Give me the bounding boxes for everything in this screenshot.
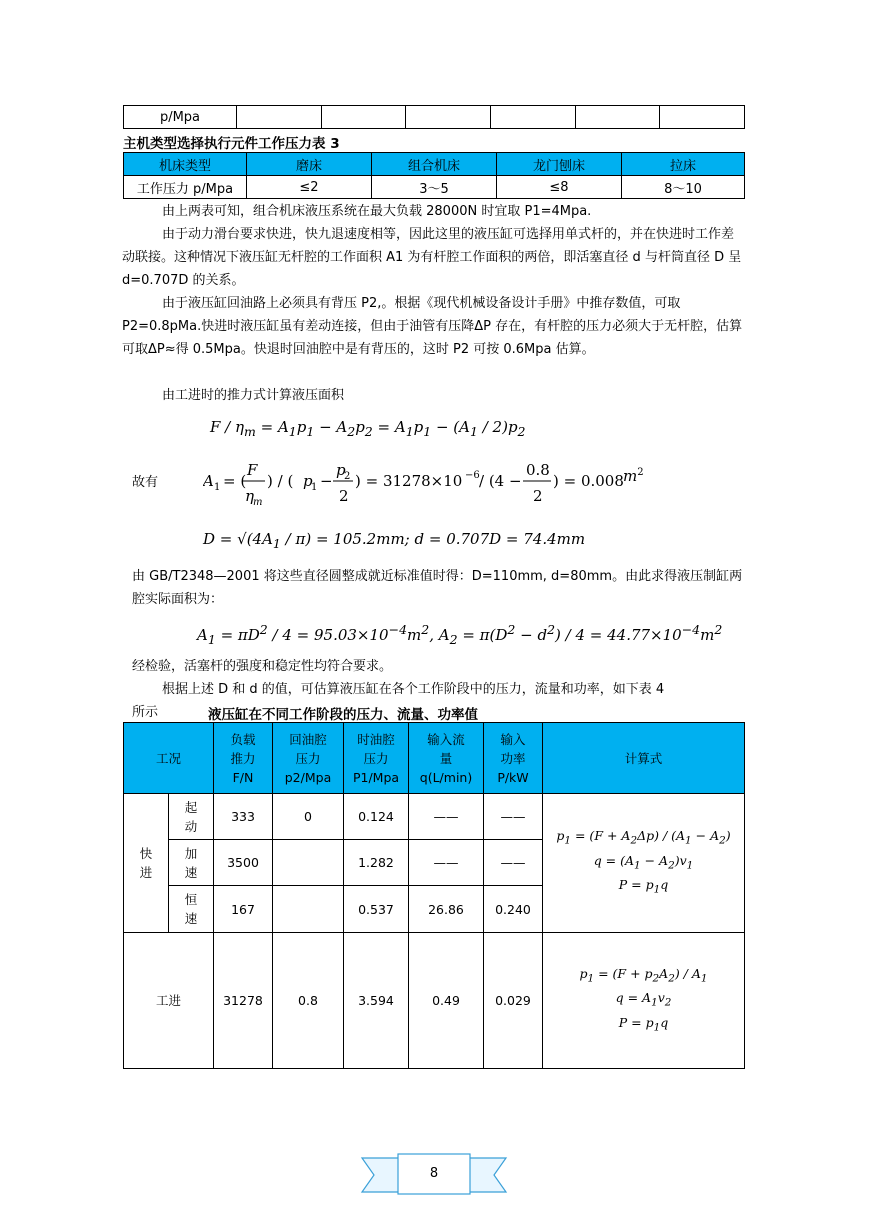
svg-text:0.8: 0.8: [526, 461, 550, 479]
equation-4: $A_1 = \pi D^2 / 4 = 95.03\times 10^{-4}m^2$, $A_2 = \pi(D^2 - d^2) / 4 = 44.77\times 10^{-4}m^2$: [197, 622, 723, 647]
table3-header-2: 组合机床: [372, 153, 497, 176]
header-back-l3: p2/Mpa: [284, 769, 332, 785]
guyou-label: 故有: [132, 475, 159, 490]
table3-cell: ≤8: [497, 176, 622, 199]
svg-text:p: p: [336, 461, 346, 479]
formula-q-fast: $q = (A_1 - A_2)v_1$: [593, 852, 694, 872]
table3-cell: 3～5: [372, 176, 497, 199]
table4-cell: ——: [409, 840, 484, 886]
header-condition: 工况: [124, 723, 214, 794]
svg-text:) = 0.0087: ) = 0.008: [553, 472, 623, 490]
substage-l2: 动: [184, 818, 198, 834]
substage-label: [169, 886, 214, 933]
table4-cell: 0.537: [344, 886, 409, 933]
fast-group-l1: 快: [139, 846, 153, 861]
table4-cell: 3500: [214, 840, 273, 886]
equation-1: $F / \eta_m = A_1p_1 - A_2p_2 = A_1p_1 - (A_1 / 2)p_2$: [210, 418, 526, 439]
header-flow-l1: 输入流: [427, 731, 465, 747]
fast-group-label: [124, 794, 169, 933]
table4-cell: 0.029: [484, 933, 543, 1069]
equation-2-unit: $m^2$: [623, 467, 644, 485]
table4-cell: 31278: [214, 933, 273, 1069]
top-row-label: p/Mpa: [124, 106, 237, 129]
paragraph-3: 由于液压缸回油路上必须具有背压 P2,。根据《现代机械设备设计手册》中推存数值，可取 P2=0.8pMa.快进时液压缸虽有差动连接，但由于油管有压降ΔP 存在，有杆腔的压力必须大于无杆腔，估算可取ΔP≈得 0.5Mpa。快退时回油腔中是有背压的，这时 P2 可按 0.6Mpa 估算。: [122, 296, 743, 357]
table4-caption: 液压缸在不同工作阶段的压力、流量、功率值: [208, 707, 478, 723]
work-formulas: [543, 933, 745, 1069]
header-flow: [409, 723, 484, 794]
table4-cell: 3.594: [344, 933, 409, 1069]
table4-cell: 0.124: [344, 794, 409, 840]
fast-formulas: [543, 794, 745, 933]
empty-cell: [321, 106, 406, 129]
fast-group-l2: 进: [139, 865, 153, 880]
table4-cell: 26.86: [409, 886, 484, 933]
svg-text:1: 1: [311, 482, 318, 493]
table4: [123, 722, 745, 1069]
formula-power-work: $P = p_1q$: [618, 1014, 669, 1034]
table4-cell: ——: [484, 794, 543, 840]
substage-l1: 起: [184, 799, 198, 815]
svg-text:m: m: [253, 497, 263, 508]
header-load-l3: F/N: [232, 769, 254, 785]
table3-caption: 主机类型选择执行元件工作压力表 3: [123, 136, 340, 152]
header-back-l1: 回油腔: [289, 731, 327, 747]
table3-cell: 8～10: [622, 176, 745, 199]
table3-header-1: 磨床: [247, 153, 372, 176]
header-inlet-l3: P1/Mpa: [352, 769, 400, 785]
empty-cell: [575, 106, 660, 129]
svg-text:) / (: ) / (: [267, 472, 294, 490]
substage-l1: 加: [184, 845, 198, 861]
header-load-l1: 负载: [230, 731, 256, 747]
table4-cell: 333: [214, 794, 273, 840]
work-row-label: 工进: [124, 933, 214, 1069]
table4-cell: 0.8: [273, 933, 344, 1069]
header-power-l2: 功率: [500, 750, 526, 766]
paragraph-1: 由上两表可知，组合机床液压系统在最大负载 28000N 时宜取 P1=4Mpa.: [162, 204, 592, 219]
header-inlet-pressure: [344, 723, 409, 794]
table4-cell: ——: [409, 794, 484, 840]
formula-q-work: $q = A_1v_2$: [615, 990, 672, 1009]
header-load-l2: 推力: [230, 750, 256, 766]
header-flow-l2: 量: [439, 750, 453, 766]
empty-cell: [237, 106, 322, 129]
paragraph-5: 由 GB/T2348—2001 将这些直径圆整成就近标准值时得：D=110mm, d=80mm。由此求得液压制缸两腔实际面积为：: [132, 569, 743, 607]
svg-text:A: A: [203, 472, 214, 490]
formula-power-fast: $P = p_1q$: [618, 877, 669, 896]
svg-text:−6: −6: [465, 470, 480, 481]
header-formula: 计算式: [543, 723, 745, 794]
equation-2-svg: [203, 455, 623, 511]
svg-text:1: 1: [214, 482, 221, 493]
page-number-ribbon: [360, 1152, 508, 1200]
paragraph-2: 由于动力滑台要求快进，快九退速度相等，因此这里的液压缸可选择用单式杆的，并在快进时工作差动联接。这种情况下液压缸无杆腔的工作面积 A1 为有杆腔工作面积的两倍，即活塞直径 d 与杆筒直径 D 呈 d=0.707D 的关系。: [122, 227, 742, 288]
substage-label: [169, 840, 214, 886]
formula-p1-work: $p_1 = (F + p_2A_2) / A_1$: [579, 965, 708, 985]
table4-cell: 1.282: [344, 840, 409, 886]
substage-l2: 速: [184, 864, 198, 880]
table4-cell: ——: [484, 840, 543, 886]
svg-text:2: 2: [533, 487, 543, 505]
empty-cell: [490, 106, 575, 129]
header-power: [484, 723, 543, 794]
svg-text:F: F: [247, 461, 258, 479]
svg-text:= (: = (: [223, 472, 247, 490]
table3-header-0: 机床类型: [124, 153, 247, 176]
table4-cell: 167: [214, 886, 273, 933]
paragraph-7-end: 所示: [132, 705, 159, 720]
page-number: 8: [429, 1166, 439, 1181]
header-load: [214, 723, 273, 794]
substage-label: [169, 794, 214, 840]
empty-cell: [660, 106, 745, 129]
header-power-l1: 输入: [500, 731, 526, 747]
header-back-pressure: [273, 723, 344, 794]
svg-text:2: 2: [344, 471, 351, 482]
equation-3: $D = √(4A_1 / \pi) = 105.2mm$; d = 0.707D = 74.4mm: [203, 530, 586, 551]
top-partial-table: [123, 105, 745, 129]
header-inlet-l2: 压力: [363, 750, 389, 766]
table4-cell: 0.240: [484, 886, 543, 933]
substage-l2: 速: [184, 911, 198, 926]
svg-text:2: 2: [339, 487, 349, 505]
svg-text:/ (4 −: / (4 −: [479, 472, 522, 490]
svg-text:p: p: [303, 472, 313, 490]
paragraph-7: 根据上述 D 和 d 的值，可估算液压缸在各个工作阶段中的压力，流量和功率，如下表 4: [162, 682, 665, 697]
header-power-l3: P/kW: [497, 769, 529, 785]
table3-header-3: 龙门刨床: [497, 153, 622, 176]
svg-text:η: η: [245, 487, 254, 505]
paragraph-6: 经检验，活塞杆的强度和稳定性均符合要求。: [132, 659, 393, 674]
table4-cell: [273, 840, 344, 886]
svg-text:−: −: [320, 472, 333, 490]
substage-l1: 恒: [184, 892, 198, 907]
formula-p1-fast: $p_1 = (F + A_2\Delta p) / (A_1 - A_2)$: [556, 828, 731, 847]
table4-cell: 0: [273, 794, 344, 840]
table3-cell: ≤2: [247, 176, 372, 199]
svg-text:) = 31278×10: ) = 31278×10: [355, 472, 463, 490]
table4-cell: 0.49: [409, 933, 484, 1069]
table3-header-4: 拉床: [622, 153, 745, 176]
table3: [123, 152, 745, 199]
header-inlet-l1: 时油腔: [357, 731, 395, 747]
equation-2: [203, 455, 644, 511]
table4-cell: [273, 886, 344, 933]
header-flow-l3: q(L/min): [419, 769, 473, 785]
paragraph-4: 由工进时的推力式计算液压面积: [162, 388, 345, 403]
header-back-l2: 压力: [295, 750, 321, 766]
table3-cell: 工作压力 p/Mpa: [124, 176, 247, 199]
empty-cell: [406, 106, 491, 129]
